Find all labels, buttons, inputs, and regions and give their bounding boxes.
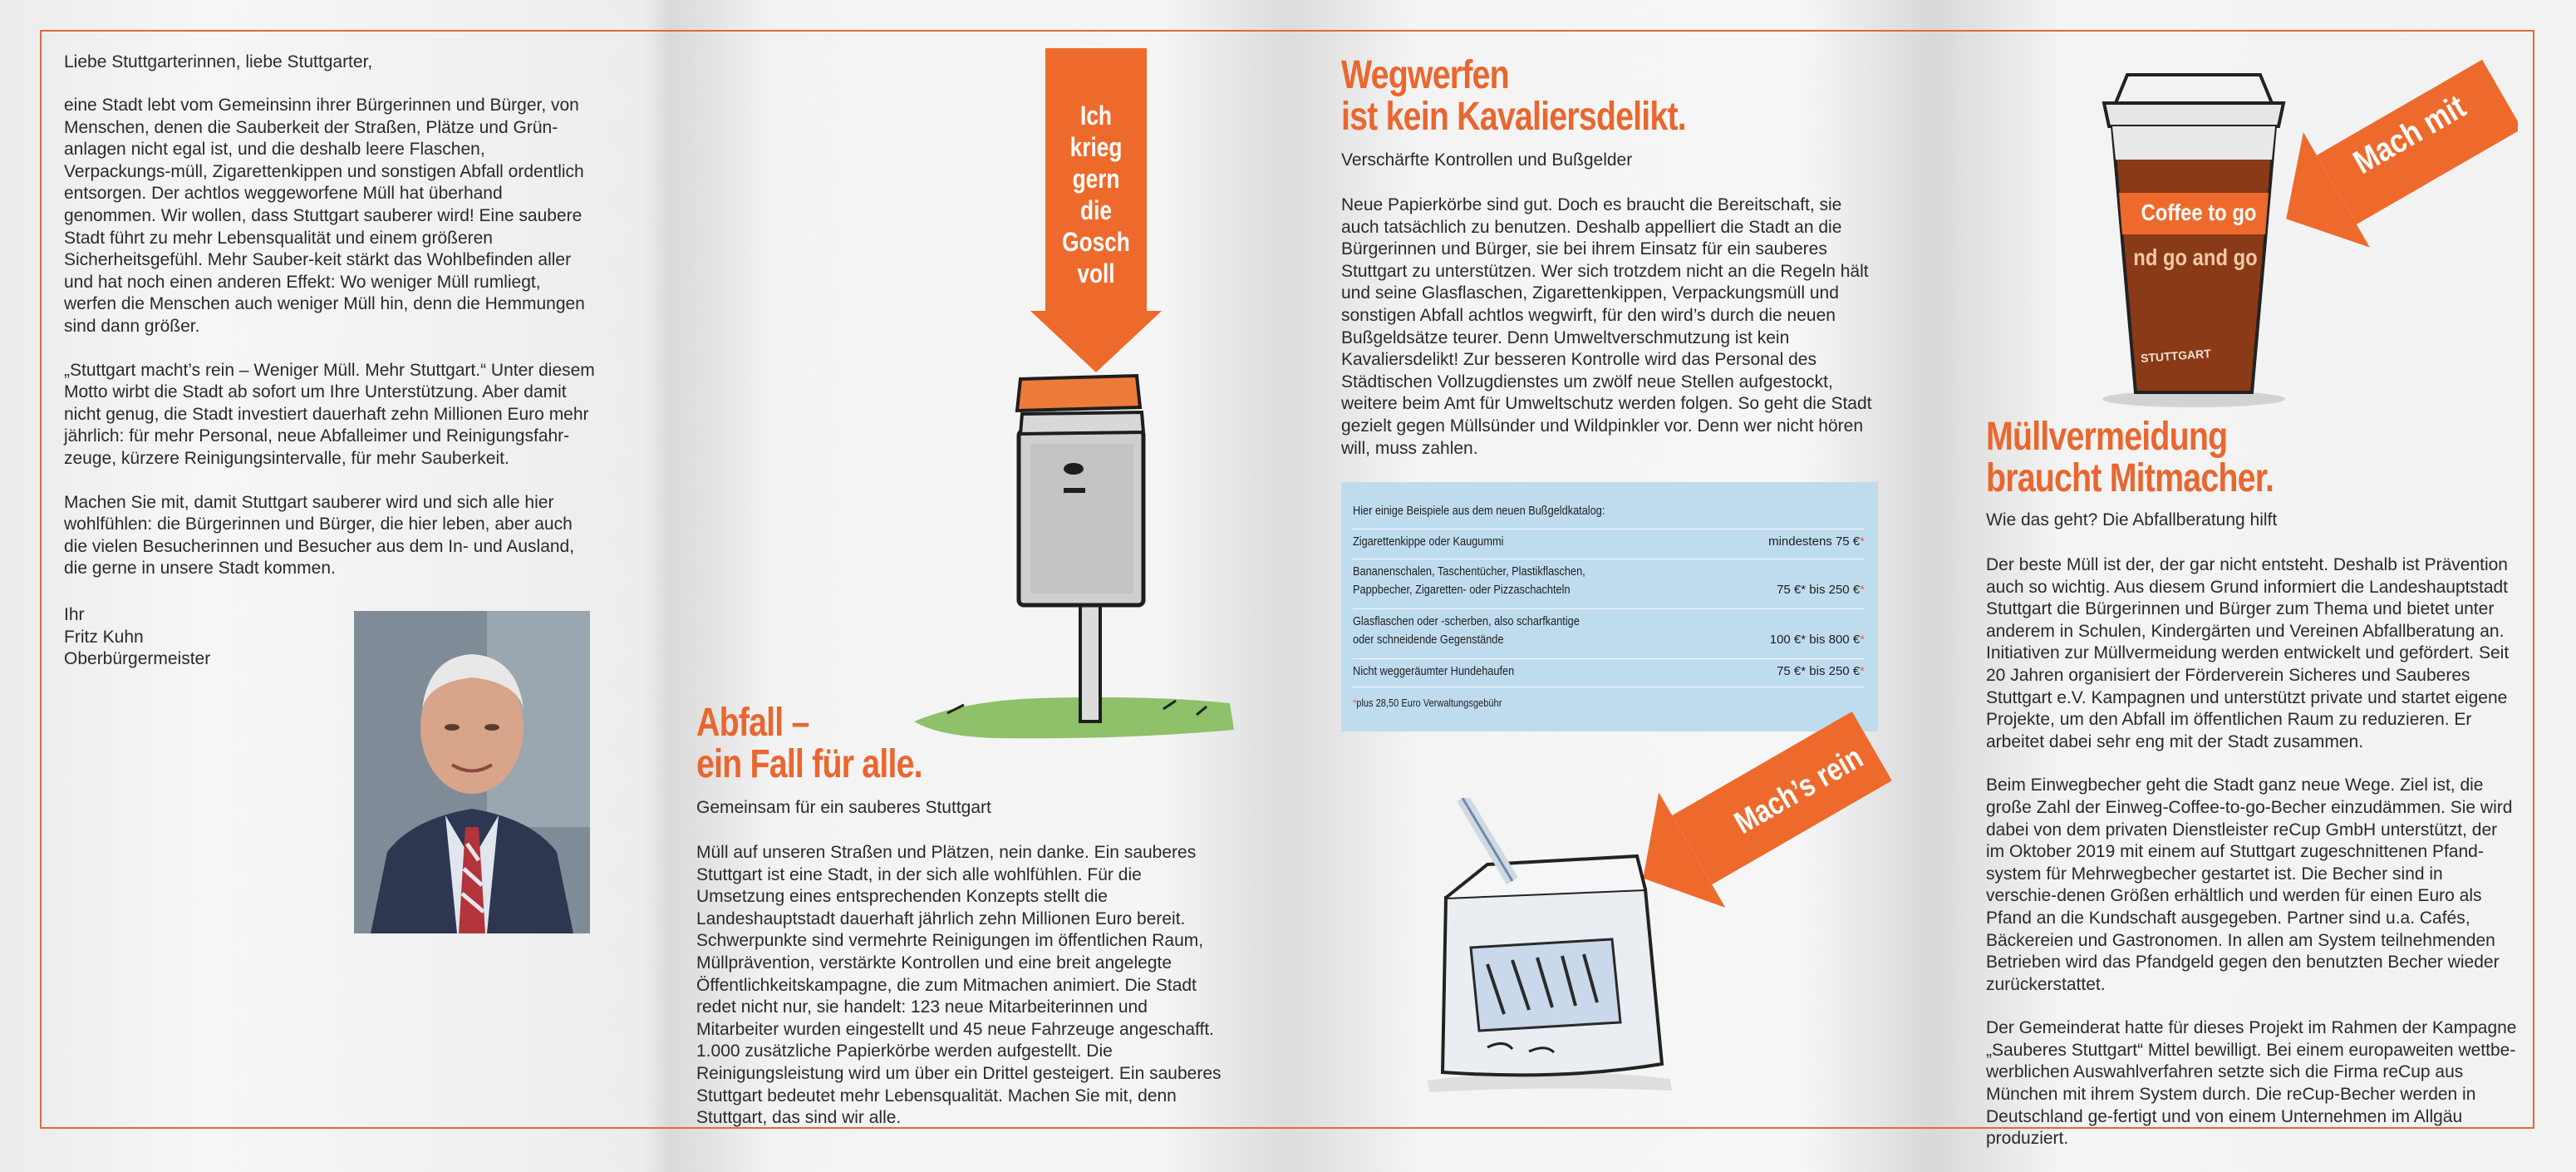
signature <box>64 604 313 671</box>
fine-description: Glasflaschen oder -scherben, also scharfkantige oder schneidende Gegenstände <box>1353 614 1580 647</box>
heading-line: ist kein Kavaliersdelikt. <box>1341 95 1686 139</box>
greeting: Liebe Stuttgarterinnen, liebe Stuttgarter, <box>64 52 373 71</box>
table-title: Hier einige Beispiele aus dem neuen Bußgeldkatalog: <box>1353 504 1605 518</box>
section-body: Neue Papierkörbe sind gut. Doch es braucht die Bereitschaft, sie auch tatsächlich zu benutzen. Deshalb appelliert die Stadt an die Bürgerinnen und Bürger, sie bei ihrem Einsatz für ein sauberes Stuttgart zu unterstützen. Wer sich trotzdem nicht an die Regeln hält und seine Glasflaschen, Zigarettenkippen, Verpackungsmüll und sonstigen Abfall achtlos wegwirft, für den wird’s durch die neuen Bußgeldsätze teurer. Denn Umweltverschmutzung ist kein Kavaliersdelikt! Zur besseren Kontrolle wird das Personal des Städtischen Vollzugdienstes um zwölf neue Stellen aufgestockt, weitere beim Amt für Umweltschutz werden folgen. So geht die Stadt gezielt gegen Müllsünder und Wildpinkler vor. Denn wer nicht hören will, muss zahlen. <box>1341 195 1872 458</box>
section-heading-abfall <box>696 702 1173 785</box>
signature-line: Ihr <box>64 605 85 624</box>
fine-amount: mindestens 75 €* <box>1768 534 1865 549</box>
paragraph: Der beste Müll ist der, der gar nicht entsteht. Deshalb ist Prävention auch so wichtig. Aus diesem Grund informiert die Landeshauptstadt Stuttgart die Bürgerinnen und Bürger zum Thema und bietet unter anderem in Schulen, Kindergärten und Vereinen Abfallberatung an. Initiativen zur Müllvermeidung werden entwickelt und gefördert. Seit 20 Jahren organisiert der Förderverein Sicheres und Sauberes Stuttgart e.V. Kampagnen und unterstützt private und startet eigene Projekte, um den Abfall im öffentlichen Raum zu reduzieren. Er arbeitet dabei sehr eng mit der Stadt zusammen. <box>1986 555 2510 751</box>
section-subheading: Wie das geht? Die Abfallberatung hilft <box>1986 510 2278 529</box>
fine-amount: 75 €* bis 250 €* <box>1777 583 1865 597</box>
table-row <box>1353 658 1865 687</box>
section-subheading: Gemeinsam für ein sauberes Stuttgart <box>696 798 991 817</box>
section-body <box>1986 554 2518 1172</box>
paragraph: Der Gemeinderat hatte für dieses Projekt im Rahmen der Kampagne „Sauberes Stuttgart“ Mittel bewilligt. Bei einem europaweiten wettbe-werblichen Auswahlverfahren setzte sich die Firma reCup aus München mit ihrem System durch. Die reCup-Becher werden in Deutschland ge-fertigt und von einem Unternehmen im Allgäu produziert. <box>1986 1018 2517 1149</box>
paragraph: Beim Einwegbecher geht die Stadt ganz neue Wege. Ziel ist, die große Zahl der Einweg-Coffee-to-go-Becher einzudämmen. Sie wird dabei von dem privaten Dienstleister reCup GmbH unterstützt, der im Oktober 2019 mit einem auf Stuttgart zugeschnittenen Pfand-system für Mehrwegbecher gestartet ist. Die Becher sind in verschie-denen Größen erhältlich und werden für einen Euro als Pfand an die Kundschaft ausgegeben. Partner sind u.a. Cafés, Bäckereien und Gastronomen. In allen am System teilnehmenden Betrieben wird das Pfandgeld gegen den benutzten Becher wieder zurückerstattet. <box>1986 776 2513 994</box>
heading-line: Müllvermeidung <box>1986 415 2228 459</box>
arrow-down-icon <box>1030 311 1162 372</box>
arrow-slogan-text: Ich krieg gern die Gosch voll <box>1062 101 1130 288</box>
arrow-slogan-text: Mach’s rein <box>1728 740 1869 841</box>
cup-text: Coffee to go <box>2141 199 2257 225</box>
section-heading-wegwerfen <box>1341 55 1886 138</box>
heading-line: ein Fall für alle. <box>696 742 922 786</box>
signature-title: Oberbürgermeister <box>64 649 211 669</box>
section-heading-muellvermeidung <box>1986 416 2531 500</box>
fine-description: Bananenschalen, Taschentücher, Plastikflaschen, Pappbecher, Zigaretten- oder Pizzaschachteln <box>1353 564 1585 597</box>
table-row <box>1353 529 1865 559</box>
table-row <box>1353 608 1865 659</box>
paragraph: „Stuttgart macht’s rein – Weniger Müll. Mehr Stuttgart.“ Unter diesem Motto wirbt die Stadt ab sofort um Ihre Unterstützung. Aber damit nicht genug, die Stadt investiert dauerhaft zehn Millionen Euro mehr jährlich: für mehr Personal, neue Abfalleimer und Reinigungsfahr-zeuge, kürzere Reinigungsintervalle, für mehr Sauberkeit. <box>64 360 595 468</box>
cup-text: nd go and go <box>2133 244 2258 270</box>
heading-line: braucht Mitmacher. <box>1986 456 2274 500</box>
signature-name: Fritz Kuhn <box>64 627 144 647</box>
paragraph: Machen Sie mit, damit Stuttgart sauberer wird und sich alle hier wohlfühlen: die Bürgerinnen und Bürger, die hier leben, aber auch die vielen Besucherinnen und Besucher aus dem In- und Ausland, die gerne in unsere Stadt kommen. <box>64 492 575 579</box>
intro-text <box>64 95 596 602</box>
mayor-portrait <box>354 611 590 933</box>
fine-description: Zigarettenkippe oder Kaugummi <box>1353 534 1504 549</box>
bag-illustration <box>1413 798 1687 1097</box>
fine-description: Nicht weggeräumter Hundehaufen <box>1353 664 1515 678</box>
arrow-slogan-gosch <box>1045 48 1147 314</box>
fine-amount: 75 €* bis 250 €* <box>1777 664 1865 678</box>
table-row <box>1353 559 1865 609</box>
heading-line: Abfall – <box>696 701 809 745</box>
fine-amount: 100 €* bis 800 €* <box>1769 633 1865 647</box>
arrow-slogan-text: Mach mit <box>2347 88 2472 181</box>
litter-bin-illustration <box>914 372 1238 746</box>
cup-logo: STUTTGART <box>2140 347 2212 365</box>
paragraph: eine Stadt lebt vom Gemeinsinn ihrer Bürgerinnen und Bürger, von Menschen, denen die Sauberkeit der Straßen, Plätze und Grün-anlagen nicht egal ist, und die deshalb leere Flaschen, Verpackungs-müll, Zigarettenkippen und sonstigen Abfall ordentlich entsorgen. Der achtlos weggeworfene Müll hat überhand genommen. Wir wollen, dass Stuttgart sauberer wird! Eine saubere Stadt führt zu mehr Lebensqualität und einem größeren Sicherheitsgefühl. Mehr Sauber-keit stärkt das Wohlbefinden aller und hat noch einen anderen Effekt: Wo weniger Müll rumliegt, werfen die Menschen auch weniger Müll hin, denn die Hemmungen sind dann größer. <box>64 96 585 336</box>
heading-line: Wegwerfen <box>1341 53 1509 97</box>
table-footnote: *plus 28,50 Euro Verwaltungsgebühr <box>1353 687 1865 721</box>
section-body: Müll auf unseren Straßen und Plätzen, nein danke. Ein sauberes Stuttgart ist eine Stadt, in der sich alle wohlfühlen. Für die Umsetzung eines entsprechenden Konzepts stellt die Landeshauptstadt dauerhaft jährlich zehn Millionen Euro bereit. Schwerpunkte sind vermehrte Reinigungen im öffentlichen Raum, Müllprävention, verstärkte Kontrollen und eine breit angelegte Öffentlichkeitskampagne, die zum Mitmachen animiert. Die Stadt redet nicht nur, sie handelt: 123 neue Mitarbeiterinnen und Mitarbeiter wurden eingestellt und 45 neue Fahrzeuge angeschafft. 1.000 zusätzliche Papierkörbe werden aufgestellt. Die Reinigungsleistung wird um über ein Drittel gesteigert. Ein sauberes Stuttgart bedeutet mehr Lebensqualität. Machen Sie mit, denn Stuttgart, das sind wir alle. <box>696 843 1222 1128</box>
section-subheading: Verschärfte Kontrollen und Bußgelder <box>1341 150 1633 170</box>
